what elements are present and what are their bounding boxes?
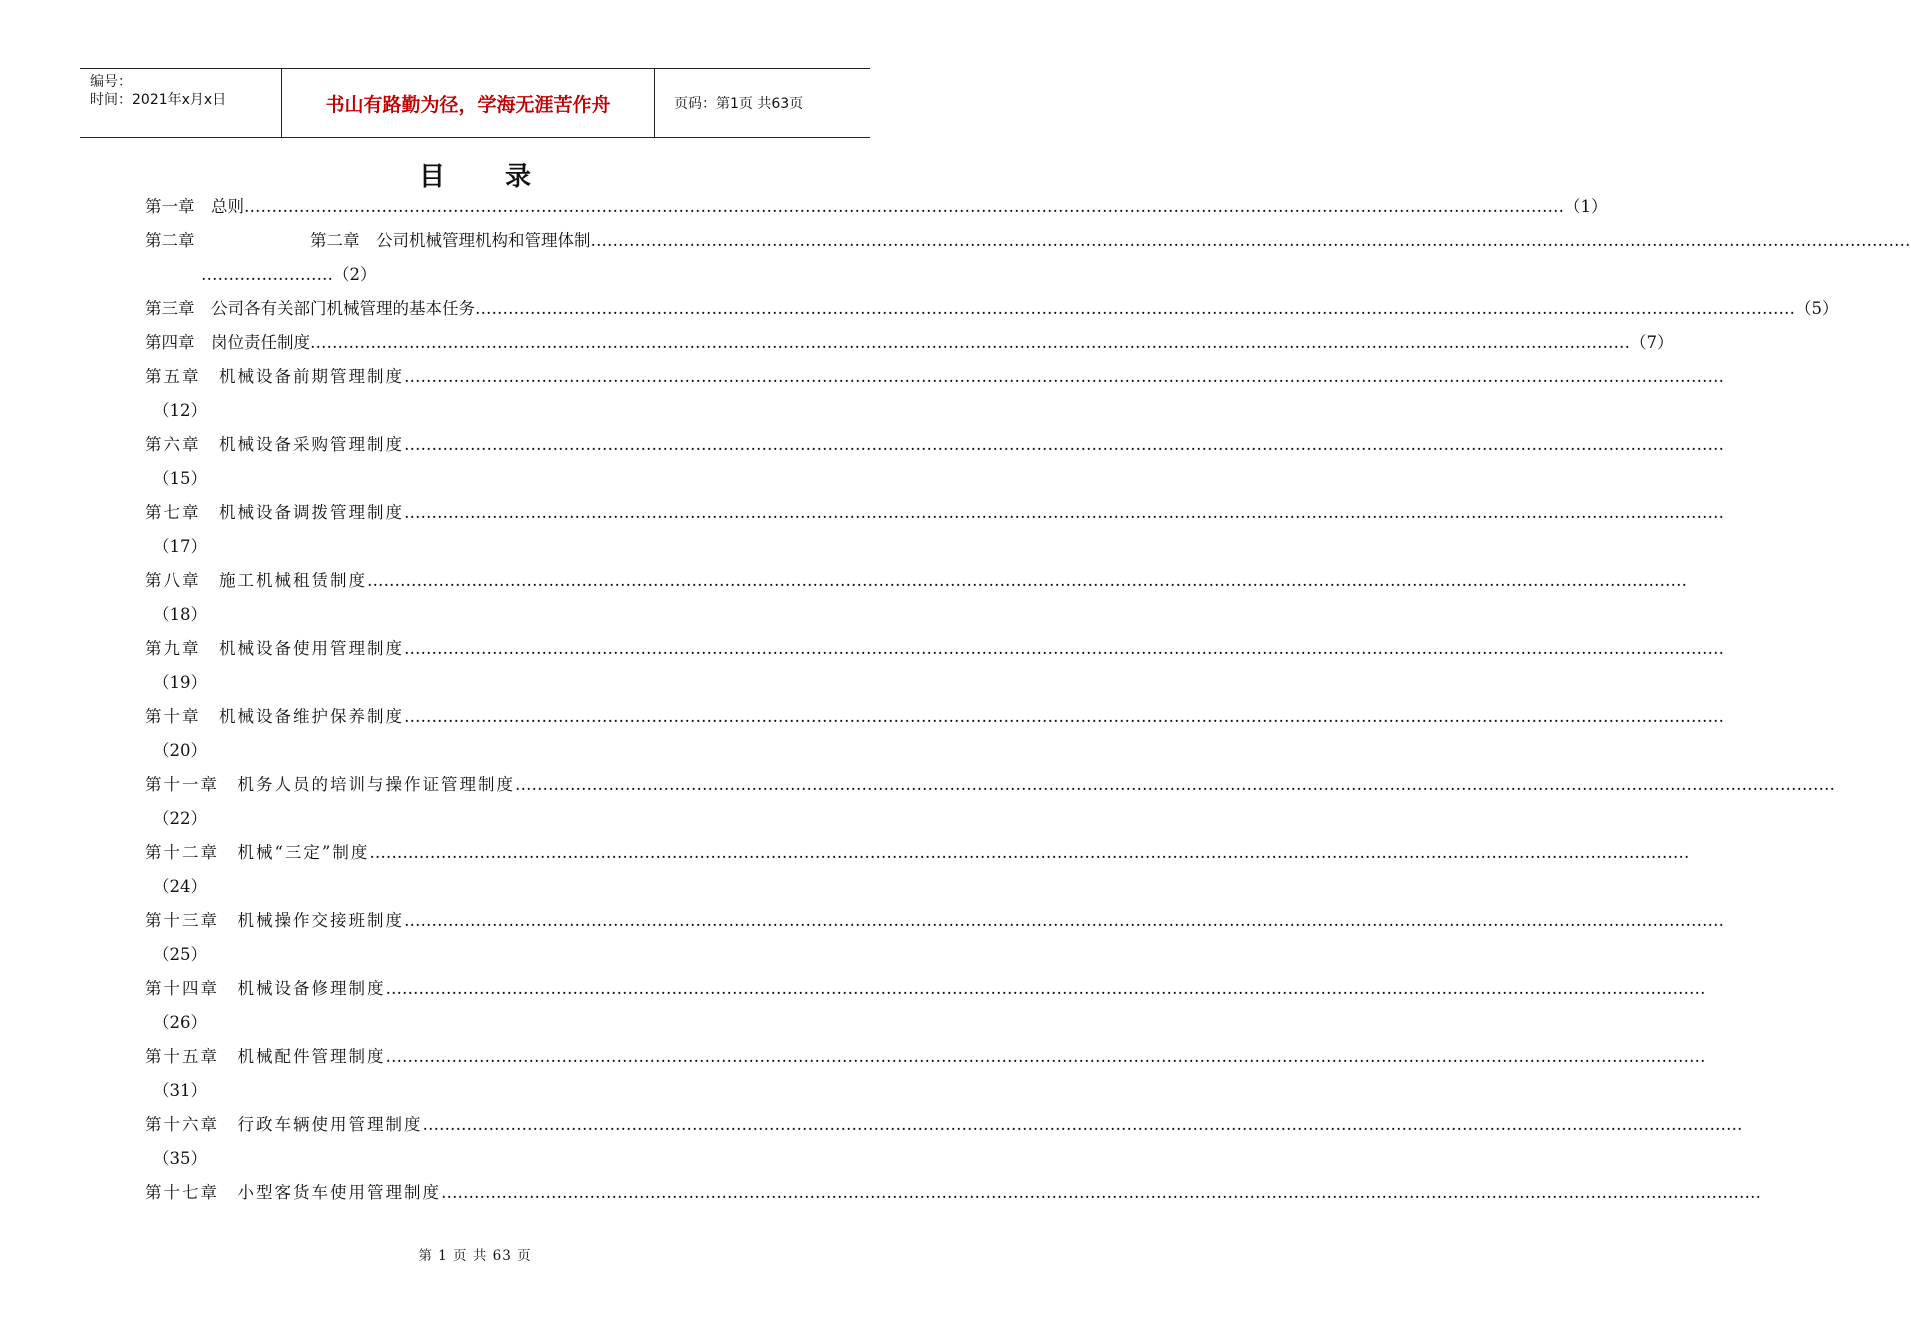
- toc-page-number: （26）: [153, 1013, 207, 1032]
- toc-entry-label: 第十六章 行政车辆使用管理制度: [145, 1115, 423, 1134]
- toc-entry-label: 第十二章 机械“三定”制度: [145, 843, 370, 862]
- toc-leader-dots: ……………………………………………………………………………………………………………………………………………………………………………………………………………………: [244, 197, 1564, 216]
- toc-leader-dots: ……………………………………………………………………………………………………………………………………………………………………………………………………………………: [404, 911, 1724, 930]
- toc-leader-dots: ……………………………………………………………………………………………………………………………………………………………………………………………………………………: [515, 775, 1835, 794]
- toc-leader-dots: ……………………………………………………………………………………………………………………………………………………………………………………………………………………: [475, 299, 1795, 318]
- toc-leader-dots: ……………………………………………………………………………………………………………………………………………………………………………………………………………………: [369, 843, 1690, 862]
- header-page-info: [664, 69, 870, 137]
- toc-leader-dots: ……………………………………………………………………………………………………………………………………………………………………………………………………………………: [404, 639, 1724, 658]
- toc-page-number: （19）: [153, 673, 207, 692]
- toc-page-number: （18）: [153, 605, 207, 624]
- toc-leader-dots: ……………………………………………………………………………………………………………………………………………………………………………………………………………………: [404, 707, 1724, 726]
- toc-entry-label: 第七章 机械设备调拨管理制度: [145, 503, 404, 522]
- page-footer: 第 1 页 共 63 页: [418, 1248, 532, 1264]
- toc-entry[interactable]: [145, 1178, 1761, 1208]
- toc-entry-label: 第十一章 机务人员的培训与操作证管理制度: [145, 775, 515, 794]
- toc-entry-label: 第三章 公司各有关部门机械管理的基本任务: [145, 299, 475, 318]
- toc-entry-label: 第十四章 机械设备修理制度: [145, 979, 386, 998]
- toc-entry[interactable]: [145, 226, 1911, 256]
- toc-entry[interactable]: [145, 838, 1690, 868]
- toc-leader-dots: ……………………………………………………………………………………………………………………………………………………………………………………………………………………: [590, 231, 1911, 250]
- toc-entry[interactable]: [145, 702, 1724, 732]
- toc-page-number: （12）: [153, 401, 207, 420]
- toc-entry[interactable]: [145, 770, 1835, 800]
- time-label: 时间：2021年x月x日: [90, 92, 227, 108]
- toc-entry[interactable]: [145, 634, 1724, 664]
- toc-entry[interactable]: [145, 498, 1724, 528]
- toc-entry[interactable]: [145, 294, 1839, 324]
- document-header: [80, 68, 870, 138]
- toc-entry[interactable]: [145, 1110, 1743, 1140]
- toc-entry-label: 第四章 岗位责任制度: [145, 333, 310, 352]
- toc-leader-dots: ……………………………………………………………………………………………………………………………………………………………………………………………………………………: [441, 1183, 1761, 1202]
- toc-entry-label: 第十五章 机械配件管理制度: [145, 1047, 386, 1066]
- toc-entry[interactable]: [145, 566, 1687, 596]
- toc-entry[interactable]: [145, 328, 1674, 358]
- toc-leader-dots: ……………………………………………………………………………………………………………………………………………………………………………………………………………………: [385, 979, 1706, 998]
- toc-page-number: （17）: [153, 537, 207, 556]
- toc-leader-dots: ……………………………………………………………………………………………………………………………………………………………………………………………………………………: [404, 435, 1724, 454]
- toc-entry-label: 第五章 机械设备前期管理制度: [145, 367, 404, 386]
- toc-page-number: （7）: [1630, 333, 1674, 352]
- toc-entry-label: 第一章 总则: [145, 197, 244, 216]
- toc-entry-label: 第九章 机械设备使用管理制度: [145, 639, 404, 658]
- toc-entry-label: 第八章 施工机械租赁制度: [145, 571, 367, 590]
- toc-entry[interactable]: [145, 1042, 1706, 1072]
- toc-title: 目录: [418, 162, 591, 192]
- number-label: 编号：: [90, 74, 132, 90]
- toc-entry-label: 第十七章 小型客货车使用管理制度: [145, 1183, 441, 1202]
- header-motto: 书山有路勤为径，学海无涯苦作舟: [281, 69, 655, 137]
- toc-entry-label: 第二章 第二章 公司机械管理机构和管理体制: [145, 231, 591, 250]
- toc-page-number: （25）: [153, 945, 207, 964]
- toc-page-number: （22）: [153, 809, 207, 828]
- toc-entry[interactable]: [145, 362, 1724, 392]
- toc-page-number: （20）: [153, 741, 207, 760]
- toc-page-number: （35）: [153, 1149, 207, 1168]
- toc-leader-dots: ……………………………………………………………………………………………………………………………………………………………………………………………………………………: [404, 367, 1724, 386]
- toc-entry-label: 第十章 机械设备维护保养制度: [145, 707, 404, 726]
- toc-leader-dots: ……………………………………………………………………………………………………………………………………………………………………………………………………………………: [367, 571, 1687, 590]
- toc-page-number: （1）: [1564, 197, 1608, 216]
- toc-continuation: ……………………（2）: [201, 265, 377, 284]
- toc-leader-dots: ……………………………………………………………………………………………………………………………………………………………………………………………………………………: [310, 333, 1630, 352]
- toc-entry[interactable]: [145, 430, 1724, 460]
- toc-leader-dots: ……………………………………………………………………………………………………………………………………………………………………………………………………………………: [404, 503, 1724, 522]
- toc-page-number: （15）: [153, 469, 207, 488]
- toc-page-number: （24）: [153, 877, 207, 896]
- toc-leader-dots: ……………………………………………………………………………………………………………………………………………………………………………………………………………………: [385, 1047, 1706, 1066]
- toc-entry-label: 第六章 机械设备采购管理制度: [145, 435, 404, 454]
- page-info-text: 页码：第1页 共63页: [674, 96, 804, 112]
- toc-entry[interactable]: [145, 192, 1608, 222]
- header-meta: [80, 69, 280, 137]
- toc-page-number: （5）: [1795, 299, 1839, 318]
- toc-entry-label: 第十三章 机械操作交接班制度: [145, 911, 404, 930]
- toc-page-number: （31）: [153, 1081, 207, 1100]
- toc-leader-dots: ……………………………………………………………………………………………………………………………………………………………………………………………………………………: [422, 1115, 1743, 1134]
- toc-entry[interactable]: [145, 906, 1724, 936]
- toc-entry[interactable]: [145, 974, 1706, 1004]
